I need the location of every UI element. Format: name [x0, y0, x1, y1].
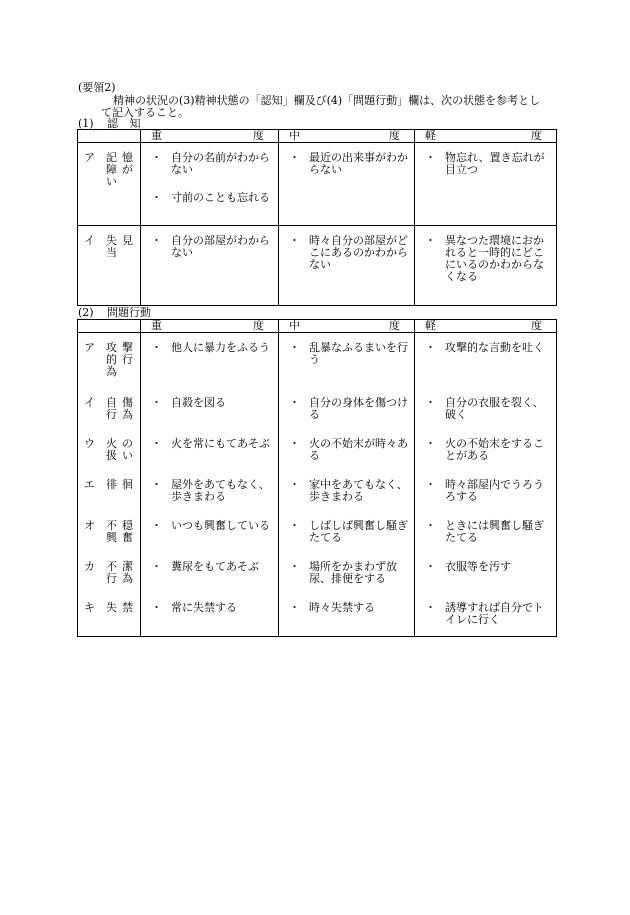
row-label: 攻撃的行為: [106, 341, 134, 378]
criterion-text: 時々自分の部屋がどこにあるのかわからない: [309, 234, 408, 271]
mild-cell: [415, 593, 557, 637]
criterion-text: 自分の身体を傷つける: [309, 395, 408, 421]
row-key: カ: [84, 559, 95, 573]
heading: (要領2): [78, 81, 116, 94]
bullet: ・: [151, 477, 162, 491]
header-blank: [78, 130, 141, 143]
header-row: [78, 320, 557, 333]
bullet: ・: [151, 234, 162, 247]
bullet: ・: [151, 559, 162, 573]
bullet: ・: [289, 477, 300, 491]
intro-line-2: て記入すること。: [101, 106, 189, 119]
bullet: ・: [151, 600, 162, 614]
mild-cell: [415, 143, 557, 226]
header-mild-2: 度: [531, 129, 542, 142]
row-label-cell: [78, 511, 141, 552]
criterion-text: 他人に暴力をふるう: [171, 341, 270, 354]
criterion-text: 攻撃的な言動を吐く: [445, 341, 544, 354]
mild-cell: [415, 388, 557, 429]
problem-behavior-table: [77, 319, 557, 637]
bullet: ・: [289, 151, 300, 164]
moderate-cell: [279, 511, 415, 552]
row-key: イ: [84, 234, 95, 247]
header-moderate-1: 中: [289, 319, 300, 332]
row-label-cell: [78, 552, 141, 593]
row-label-cell: [78, 226, 141, 306]
header-moderate: [279, 130, 415, 143]
header-moderate-2: 度: [389, 319, 400, 332]
criterion-text: 時々部屋内でうろうろする: [445, 477, 544, 503]
row-label: 自傷行為: [106, 395, 134, 421]
moderate-cell: [279, 429, 415, 470]
header-blank: [78, 320, 141, 333]
criterion-text: しばしば興奮し騒ぎたてる: [309, 518, 408, 544]
bullet: ・: [289, 395, 300, 409]
row-label: 記憶障がい: [106, 151, 134, 188]
bullet: ・: [289, 600, 300, 614]
severe-cell: [141, 388, 279, 429]
criterion-text: 最近の出来事がわからない: [309, 151, 408, 176]
criterion-text: 物忘れ、置き忘れが目立つ: [445, 151, 545, 176]
bullet: ・: [151, 191, 162, 204]
header-row: [78, 130, 557, 143]
mild-cell: [415, 511, 557, 552]
header-moderate-2: 度: [389, 129, 400, 142]
row-key: エ: [84, 477, 95, 491]
mild-cell: [415, 552, 557, 593]
row-label-cell: [78, 333, 141, 388]
criterion-text: 場所をかまわず放尿、排便をする: [309, 559, 397, 585]
bullet: ・: [425, 341, 436, 354]
header-mild: [415, 130, 557, 143]
table-row: [78, 388, 557, 429]
criterion-text: ときには興奮し騒ぎたてる: [445, 518, 544, 544]
mild-cell: [415, 429, 557, 470]
row-label-cell: [78, 143, 141, 226]
criterion-text: 異なつた環境におかれると一時的にどこにいるのかわからなくなる: [445, 234, 544, 283]
row-key: ア: [84, 151, 95, 164]
section1-number: (1): [78, 117, 94, 130]
criterion-text: 自分の部屋がわからない: [171, 234, 270, 259]
criterion-text: 火の不始末をすることがある: [445, 436, 544, 462]
criterion-text: 時々失禁する: [309, 600, 375, 614]
moderate-cell: [279, 470, 415, 511]
header-severe-2: 度: [253, 129, 264, 142]
row-label-cell: [78, 388, 141, 429]
bullet: ・: [425, 234, 436, 247]
criterion-text: 乱暴なふるまいを行う: [309, 341, 408, 366]
criterion-text: 家中をあてもなく、歩きまわる: [309, 477, 408, 503]
severe-cell: [141, 143, 279, 226]
bullet: ・: [425, 518, 436, 532]
row-key: ウ: [84, 436, 95, 450]
table-row: [78, 143, 557, 226]
row-label: 不潔行為: [106, 559, 134, 585]
table-row: [78, 511, 557, 552]
severe-cell: [141, 552, 279, 593]
criterion-text: 火の不始末が時々ある: [309, 436, 408, 462]
severe-cell: [141, 333, 279, 388]
bullet: ・: [425, 436, 436, 450]
severe-cell: [141, 226, 279, 306]
table-row: [78, 429, 557, 470]
section1-title: 認 知: [107, 117, 145, 130]
criterion-text: 火を常にもてあそぶ: [171, 436, 270, 450]
row-key: キ: [84, 600, 95, 614]
bullet: ・: [151, 395, 162, 409]
moderate-cell: [279, 388, 415, 429]
header-mild-2: 度: [531, 319, 542, 332]
criterion-text: 寸前のことも忘れる: [171, 191, 270, 204]
row-label-cell: [78, 429, 141, 470]
criterion-text: 自分の衣服を裂く、破く: [445, 395, 544, 421]
header-severe: [141, 320, 279, 333]
row-label: 失禁: [106, 600, 134, 614]
table-row: [78, 333, 557, 388]
table-row: [78, 552, 557, 593]
mild-cell: [415, 226, 557, 306]
criterion-text: 糞尿をもてあそぶ: [171, 559, 259, 573]
row-label-cell: [78, 593, 141, 637]
moderate-cell: [279, 593, 415, 637]
cognition-table: [77, 129, 557, 306]
bullet: ・: [425, 395, 436, 409]
bullet: ・: [425, 600, 436, 614]
table-row: [78, 593, 557, 637]
intro-line-1: 精神の状況の(3)精神状態の「認知」欄及び(4)「問題行動」欄は、次の状態を参考とし: [113, 94, 541, 107]
mild-cell: [415, 333, 557, 388]
section2-number: (2): [78, 306, 94, 319]
severe-cell: [141, 470, 279, 511]
severe-cell: [141, 429, 279, 470]
bullet: ・: [425, 559, 436, 573]
criterion-text: 誘導すれば自分でトイレに行く: [445, 600, 544, 626]
header-severe-1: 重: [151, 129, 162, 142]
criterion-text: 自殺を図る: [171, 395, 226, 409]
criterion-text: 屋外をあてもなく、歩きまわる: [171, 477, 270, 503]
header-moderate-1: 中: [289, 129, 300, 142]
bullet: ・: [289, 436, 300, 450]
row-label: 徘徊: [106, 477, 134, 491]
bullet: ・: [151, 518, 162, 532]
bullet: ・: [151, 151, 162, 164]
row-key: イ: [84, 395, 95, 409]
row-key: オ: [84, 518, 95, 532]
criterion-text: いつも興奮している: [171, 518, 270, 532]
moderate-cell: [279, 143, 415, 226]
header-mild-1: 軽: [425, 319, 436, 332]
mild-cell: [415, 470, 557, 511]
bullet: ・: [425, 151, 436, 164]
header-severe: [141, 130, 279, 143]
bullet: ・: [151, 436, 162, 450]
section2-title: 問題行動: [107, 306, 151, 319]
table-row: [78, 226, 557, 306]
criterion-text: 衣服等を汚す: [445, 559, 511, 573]
moderate-cell: [279, 333, 415, 388]
severe-cell: [141, 511, 279, 552]
bullet: ・: [425, 477, 436, 491]
header-severe-2: 度: [253, 319, 264, 332]
row-key: ア: [84, 341, 95, 354]
header-mild-1: 軽: [425, 129, 436, 142]
criterion-text: 自分の名前がわからない: [171, 151, 270, 176]
bullet: ・: [289, 559, 300, 573]
header-severe-1: 重: [151, 319, 162, 332]
bullet: ・: [289, 341, 300, 354]
row-label: 失見当: [106, 234, 134, 259]
bullet: ・: [289, 234, 300, 247]
row-label: 不穏興奮: [106, 518, 134, 544]
criterion-text: 常に失禁する: [171, 600, 237, 614]
header-mild: [415, 320, 557, 333]
header-moderate: [279, 320, 415, 333]
moderate-cell: [279, 226, 415, 306]
row-label-cell: [78, 470, 141, 511]
row-label: 火の扱い: [106, 436, 134, 462]
bullet: ・: [289, 518, 300, 532]
moderate-cell: [279, 552, 415, 593]
bullet: ・: [151, 341, 162, 354]
table-row: [78, 470, 557, 511]
severe-cell: [141, 593, 279, 637]
